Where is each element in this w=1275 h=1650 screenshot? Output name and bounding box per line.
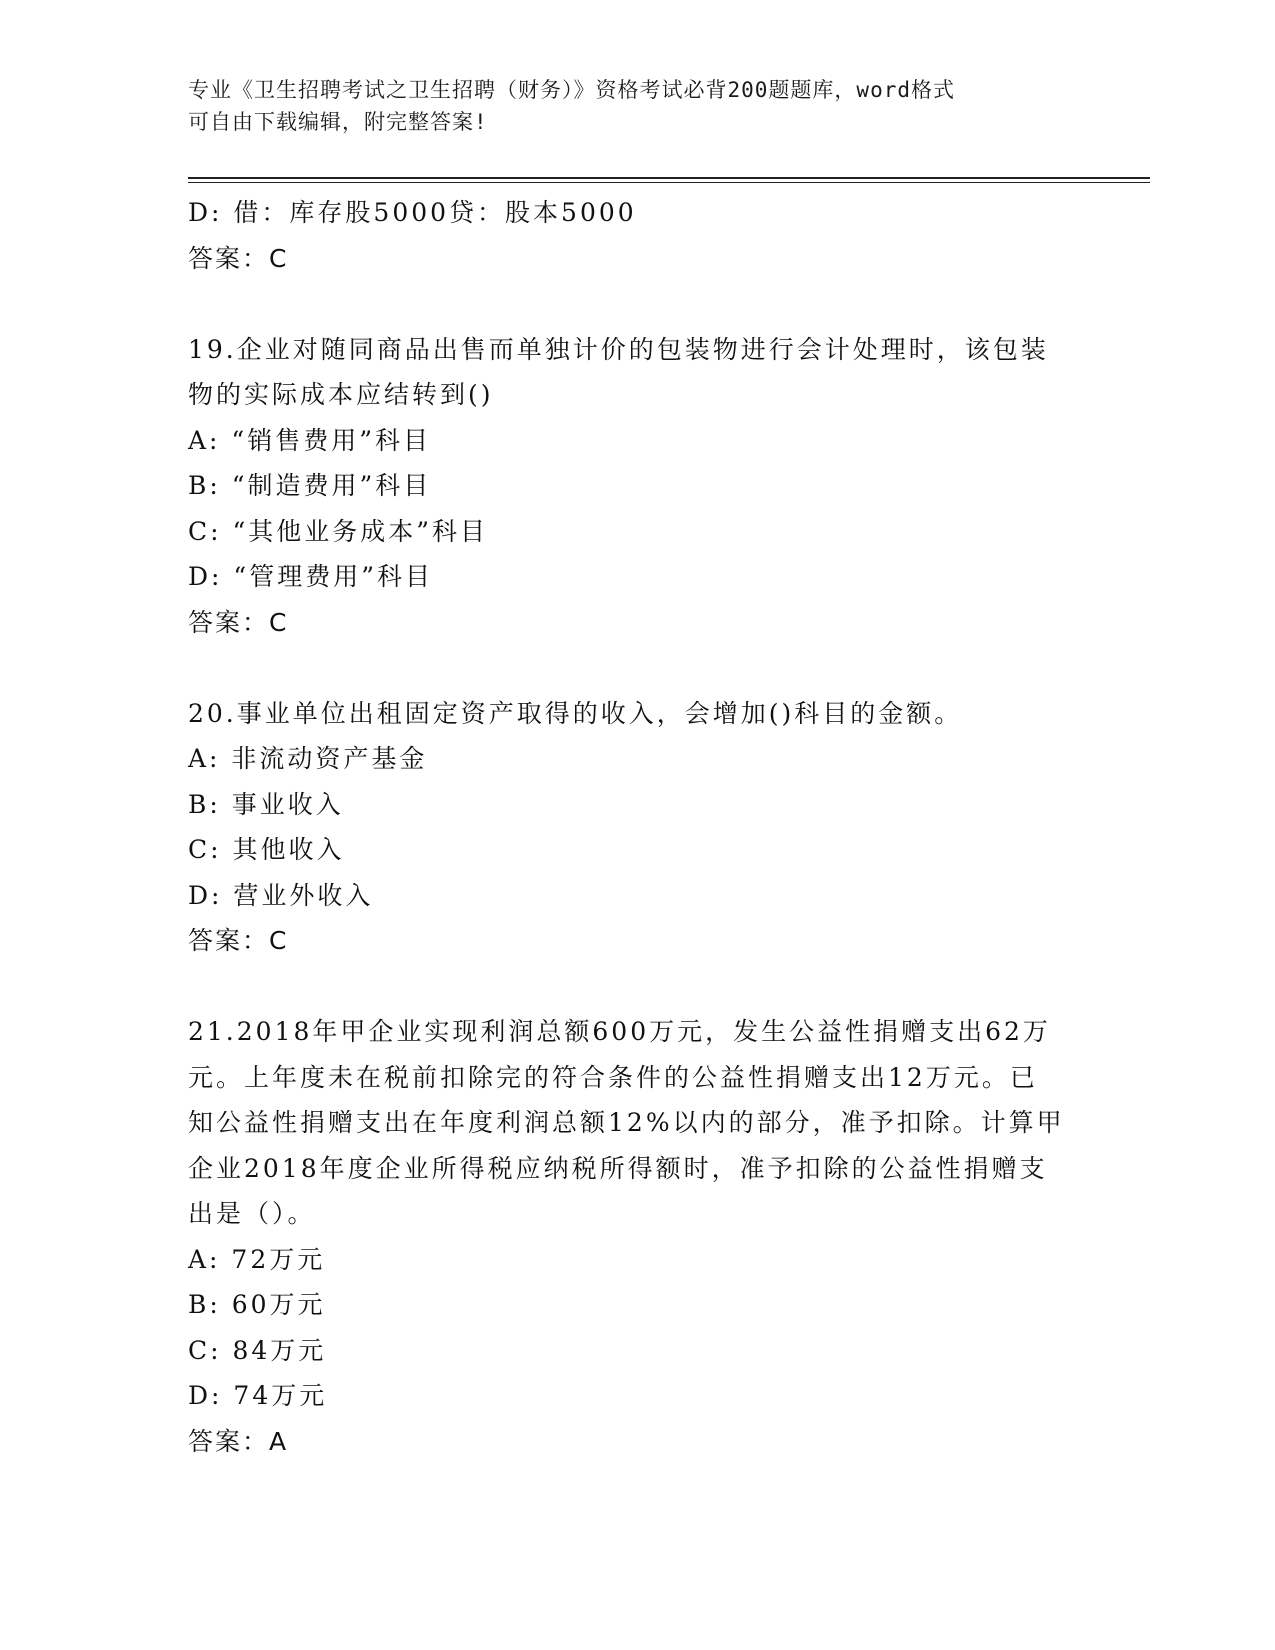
q20-option-a: A: 非流动资产基金 [188,744,428,773]
q19-stem-line-2: 物的实际成本应结转到() [188,380,494,409]
spacer [188,281,1088,327]
q19-option-b: B: “制造费用”科目 [188,471,432,500]
q19-answer: 答案：C [188,607,289,637]
q21-stem-line-2: 元。上年度未在税前扣除完的符合条件的公益性捐赠支出12万元。已 [188,1062,1038,1092]
q21-answer: 答案：A [188,1426,289,1456]
q20-option-b: B: 事业收入 [188,789,344,819]
q19-option-d: D: “管理费用”科目 [188,562,433,591]
question-list [188,190,1088,1464]
spacer [188,645,1088,691]
q19-stem-line-1: 19.企业对随同商品出售而单独计价的包装物进行会计处理时，该包装 [188,334,1049,364]
header-line-1: 专业《卫生招聘考试之卫生招聘（财务）》资格考试必背200题题库，word格式 [188,78,955,102]
question-18 [188,190,1088,281]
question-19 [188,327,1088,646]
q20-option-d: D: 营业外收入 [188,880,374,910]
q21-stem-line-1: 21.2018年甲企业实现利润总额600万元，发生公益性捐赠支出62万 [188,1017,1051,1046]
q21-option-b: B: 60万元 [188,1290,326,1319]
header-divider-thin [188,182,1150,183]
q20-stem-line-1: 20.事业单位出租固定资产取得的收入，会增加()科目的金额。 [188,698,963,728]
q21-option-c: C: 84万元 [188,1335,327,1365]
q20-answer: 答案：C [188,926,289,955]
q21-stem-line-3: 知公益性捐赠支出在年度利润总额12%以内的部分，准予扣除。计算甲 [188,1108,1065,1137]
question-21 [188,1009,1088,1464]
q18-option-d: D: 借：库存股5000贷：股本5000 [188,198,637,227]
q18-answer: 答案：C [188,243,289,273]
header-line-2: 可自由下载编辑，附完整答案! [188,110,488,134]
q21-option-d: D: 74万元 [188,1381,328,1410]
header-divider-thick [188,177,1150,179]
q20-option-c: C: 其他收入 [188,835,345,864]
question-20 [188,691,1088,964]
q21-option-a: A: 72万元 [188,1244,326,1274]
spacer [188,964,1088,1010]
q19-option-a: A: “销售费用”科目 [188,425,431,455]
q19-option-c: C: “其他业务成本”科目 [188,516,489,546]
q21-stem-line-5: 出是（）。 [188,1199,316,1228]
q21-stem-line-4: 企业2018年度企业所得税应纳税所得额时，准予扣除的公益性捐赠支 [188,1153,1048,1183]
document-header [188,74,1088,138]
